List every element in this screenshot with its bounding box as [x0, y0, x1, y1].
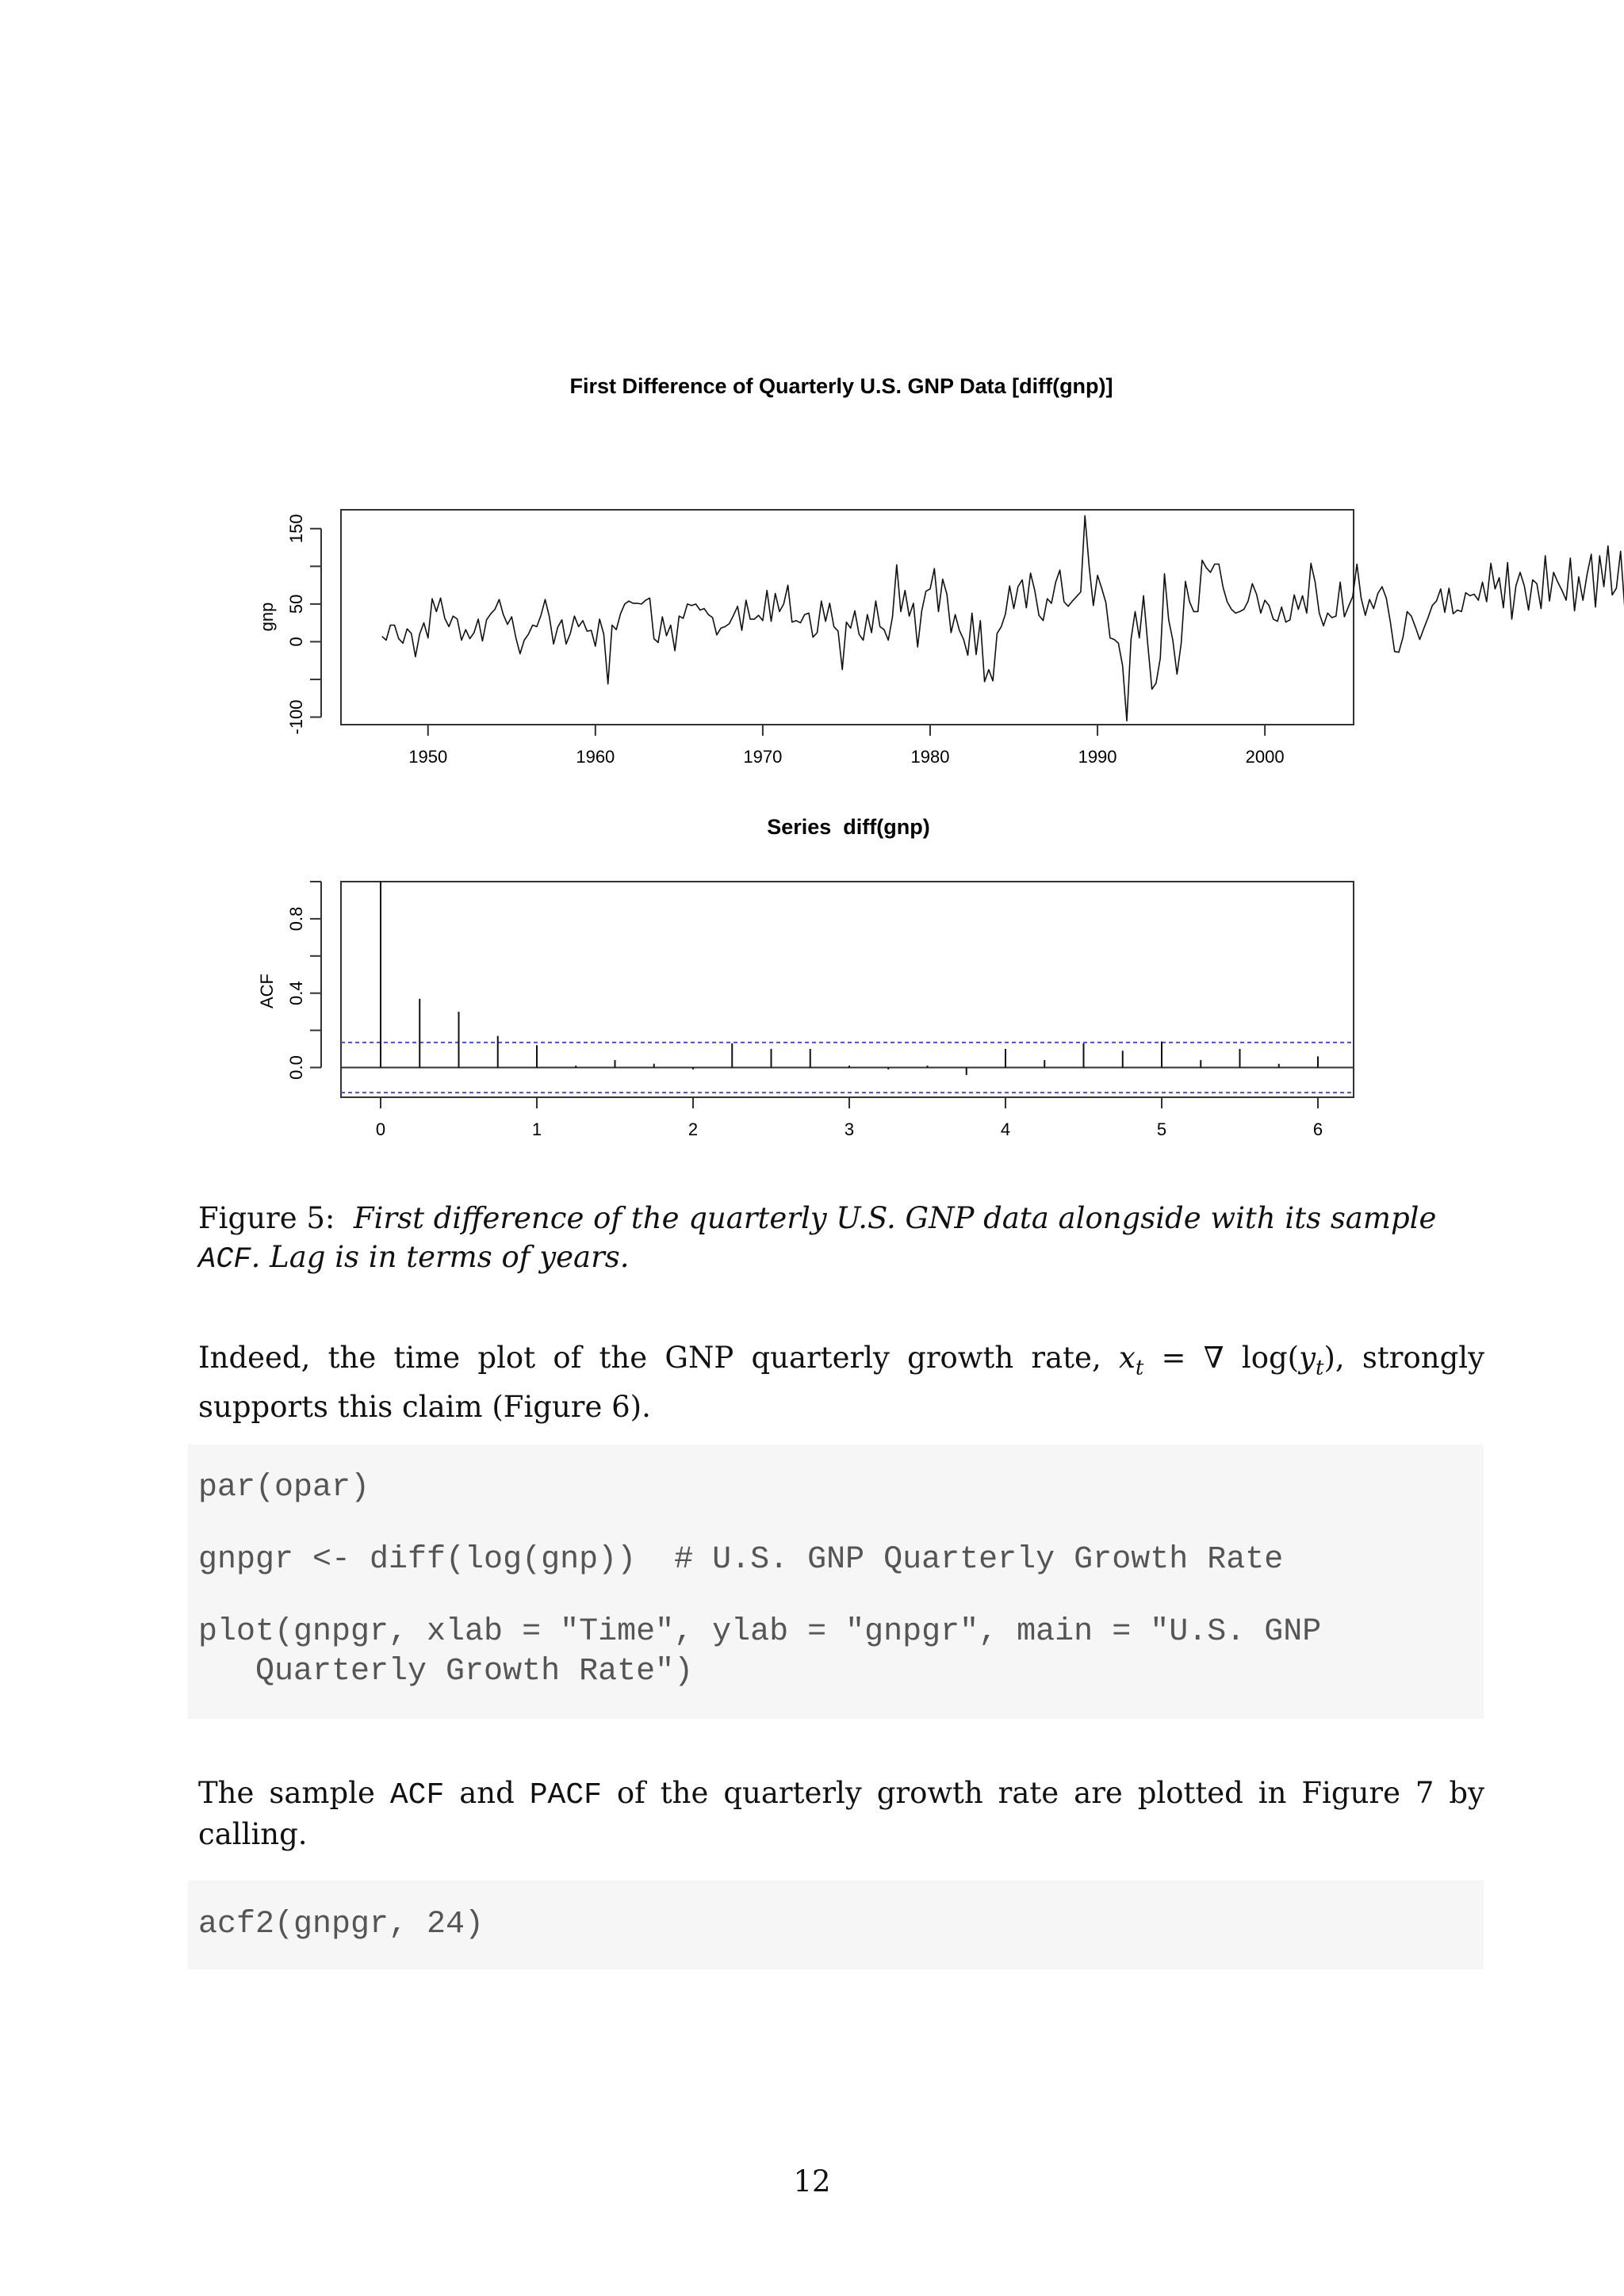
y-tick-label: -100	[286, 699, 306, 735]
acf-bars	[341, 882, 1354, 1093]
x-tick-label: 2	[688, 1119, 699, 1139]
acf-plot-y-axis	[286, 882, 321, 1080]
top-plot-y-label: gnp	[257, 602, 277, 632]
x-tick-label: 1970	[743, 747, 783, 767]
caption-code-acf: ACF	[198, 1243, 251, 1276]
code-block-plot	[188, 1445, 1484, 1719]
page-number: 12	[793, 2164, 831, 2198]
math-eq: = ∇ log(	[1143, 1341, 1300, 1375]
code-block-acf2	[188, 1881, 1484, 1969]
inline-code-pacf: PACF	[529, 1778, 602, 1812]
x-tick-label: 4	[1000, 1119, 1011, 1139]
caption-text: First difference of the quarterly U.S. GNP data alongside with its sample	[353, 1201, 1437, 1235]
acf-plot-title: Series diff(gnp)	[767, 815, 930, 839]
y-tick-label: 0	[286, 637, 306, 647]
top-plot-title: First Difference of Quarterly U.S. GNP Data [diff(gnp)]	[569, 374, 1113, 398]
math-x: x	[1118, 1341, 1136, 1375]
y-tick-label: 50	[286, 594, 306, 614]
paragraph-growth-rate	[198, 1338, 1484, 1426]
top-plot-frame	[341, 510, 1354, 725]
math-sub-t: t	[1135, 1356, 1144, 1380]
y-tick-label: 150	[286, 514, 306, 544]
paragraph-text: Indeed, the time plot of the GNP quarterly growth rate,	[198, 1341, 1119, 1375]
code-line: plot(gnpgr, xlab = "Time", ylab = "gnpgr", main = "U.S. GNP	[198, 1614, 1322, 1650]
acf-plot-x-axis	[376, 1097, 1323, 1139]
figure-caption	[198, 1199, 1484, 1280]
inline-code-acf: ACF	[389, 1778, 445, 1812]
code-line: Quarterly Growth Rate")	[198, 1654, 694, 1689]
paragraph-text-end: , strongly supports this claim (Figure 6).	[198, 1341, 1484, 1425]
paragraph-text: The sample	[198, 1776, 390, 1810]
code-line: par(opar)	[198, 1470, 370, 1506]
paragraph-text: and	[444, 1776, 530, 1810]
caption-label: Figure 5:	[198, 1201, 335, 1235]
x-tick-label: 1950	[408, 747, 448, 767]
x-tick-label: 1960	[576, 747, 615, 767]
acf-plot-frame	[341, 882, 1354, 1097]
top-plot	[257, 510, 1624, 767]
paragraph-acf-pacf	[198, 1774, 1484, 1854]
code-line: acf2(gnpgr, 24)	[198, 1907, 485, 1942]
code-line: gnpgr <- diff(log(gnp)) # U.S. GNP Quarterly Growth Rate	[198, 1542, 1284, 1578]
acf-plot	[257, 882, 1354, 1139]
caption-text-end: . Lag is in terms of years.	[251, 1240, 630, 1274]
x-tick-label: 1990	[1078, 747, 1117, 767]
math-y: y	[1299, 1341, 1316, 1375]
acf-plot-y-label: ACF	[257, 974, 277, 1008]
x-tick-label: 1980	[910, 747, 950, 767]
paragraph-text-end: of the quarterly growth rate are plotted in Figure 7 by calling.	[198, 1776, 1484, 1851]
gnp-diff-series-line	[382, 516, 1624, 721]
x-tick-label: 0	[375, 1119, 386, 1139]
math-sub-t2: t	[1316, 1356, 1324, 1380]
math-close: )	[1323, 1341, 1335, 1375]
x-tick-label: 2000	[1245, 747, 1285, 767]
y-tick-label: 0.8	[286, 906, 306, 932]
x-tick-label: 5	[1156, 1119, 1167, 1139]
top-plot-x-axis	[408, 725, 1284, 767]
x-tick-label: 3	[844, 1119, 855, 1139]
y-tick-label: 0.4	[286, 981, 306, 1005]
y-tick-label: 0.0	[286, 1055, 306, 1080]
x-tick-label: 1	[531, 1119, 542, 1139]
x-tick-label: 6	[1312, 1119, 1323, 1139]
top-plot-y-axis	[286, 514, 321, 734]
